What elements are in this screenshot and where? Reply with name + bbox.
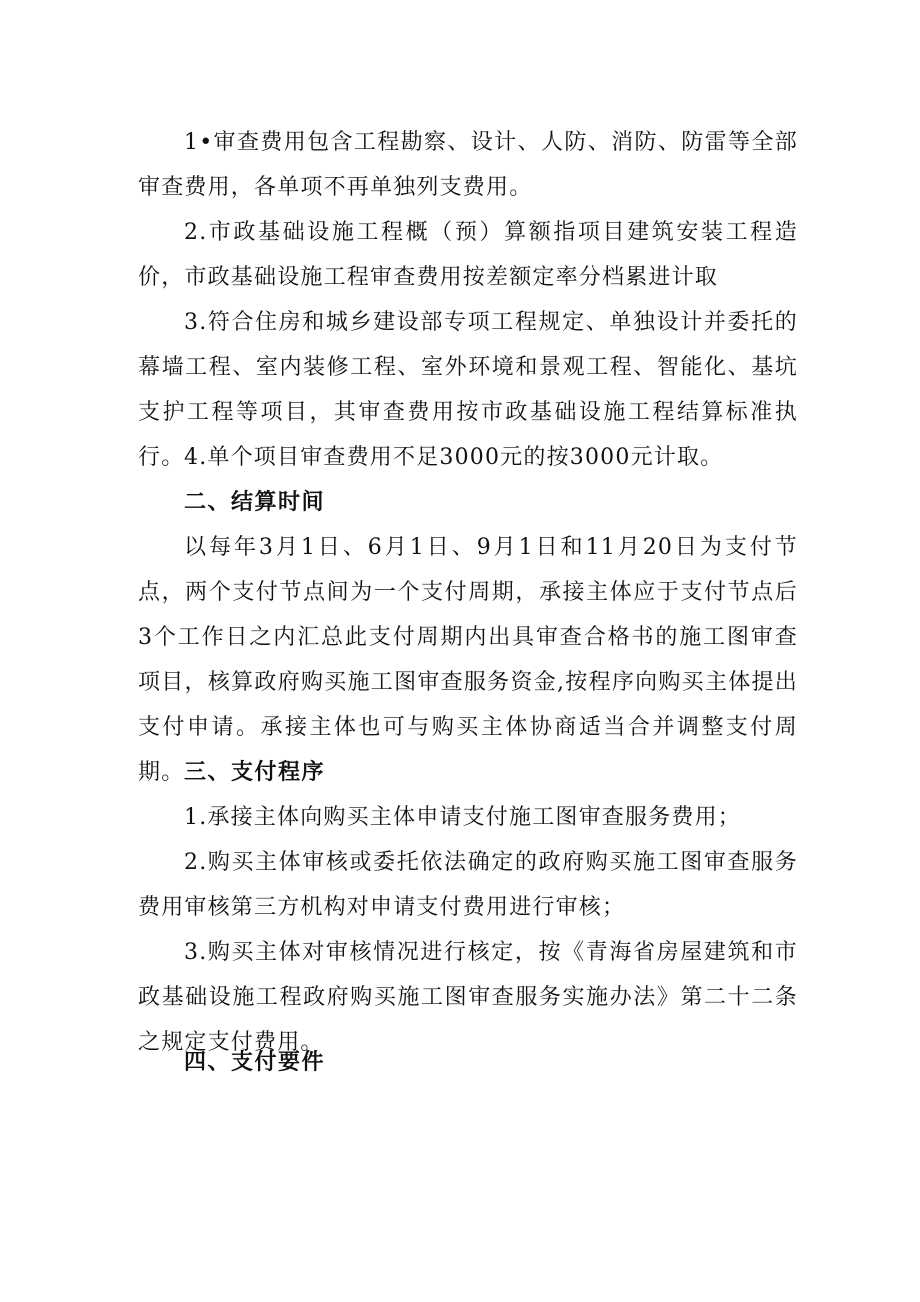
fee-note-3: 3.符合住房和城乡建设部专项工程规定、单独设计并委托的幕墙工程、室内装修工程、室外环境和景观工程、智能化、基坑支护工程等项目，其审查费用按市政基础设施工程结算标准执行。: [138, 310, 798, 470]
payment-step-1: 1.承接主体向购买主体申请支付施工图审查服务费用；: [184, 805, 741, 830]
fee-note-2: 2.市政基础设施工程概（预）算额指项目建筑安装工程造价，市政基础设施工程审查费用按差额定率分档累进计取: [138, 220, 798, 290]
settlement-time-heading: 二、结算时间: [184, 489, 326, 515]
payment-step-2: 2.购买主体审核或委托依法确定的政府购买施工图审查服务费用审核第三方机构对申请支付费用进行审核；: [138, 850, 798, 920]
payment-step-3: 3.购买主体对审核情况进行核定，按《青海省房屋建筑和市政基础设施工程政府购买施工图审查服务实施办法》第二十二条之规定支付费用。: [138, 940, 798, 1055]
fee-note-4: 4.单个项目审查费用不足3000元的按3000元计取。: [184, 445, 724, 470]
settlement-time-body: 以每年3月1日、6月1日、9月1日和11月20日为支付节点，两个支付节点间为一个支付周期，承接主体应于支付节点后3个工作日之内汇总此支付周期内出具审查合格书的施工图审查项目，核算政府购买施工图审查服务资金,按程序向购买主体提出支付申请。承接主体也可与购买主体协商适当合并调整支付周期。: [138, 535, 798, 785]
payment-requirements-heading: 四、支付要件: [184, 1049, 326, 1075]
payment-procedure-heading: 三、支付程序: [184, 759, 326, 785]
fee-note-1: 1•审查费用包含工程勘察、设计、人防、消防、防雷等全部审查费用，各单项不再单独列支费用。: [138, 130, 798, 200]
